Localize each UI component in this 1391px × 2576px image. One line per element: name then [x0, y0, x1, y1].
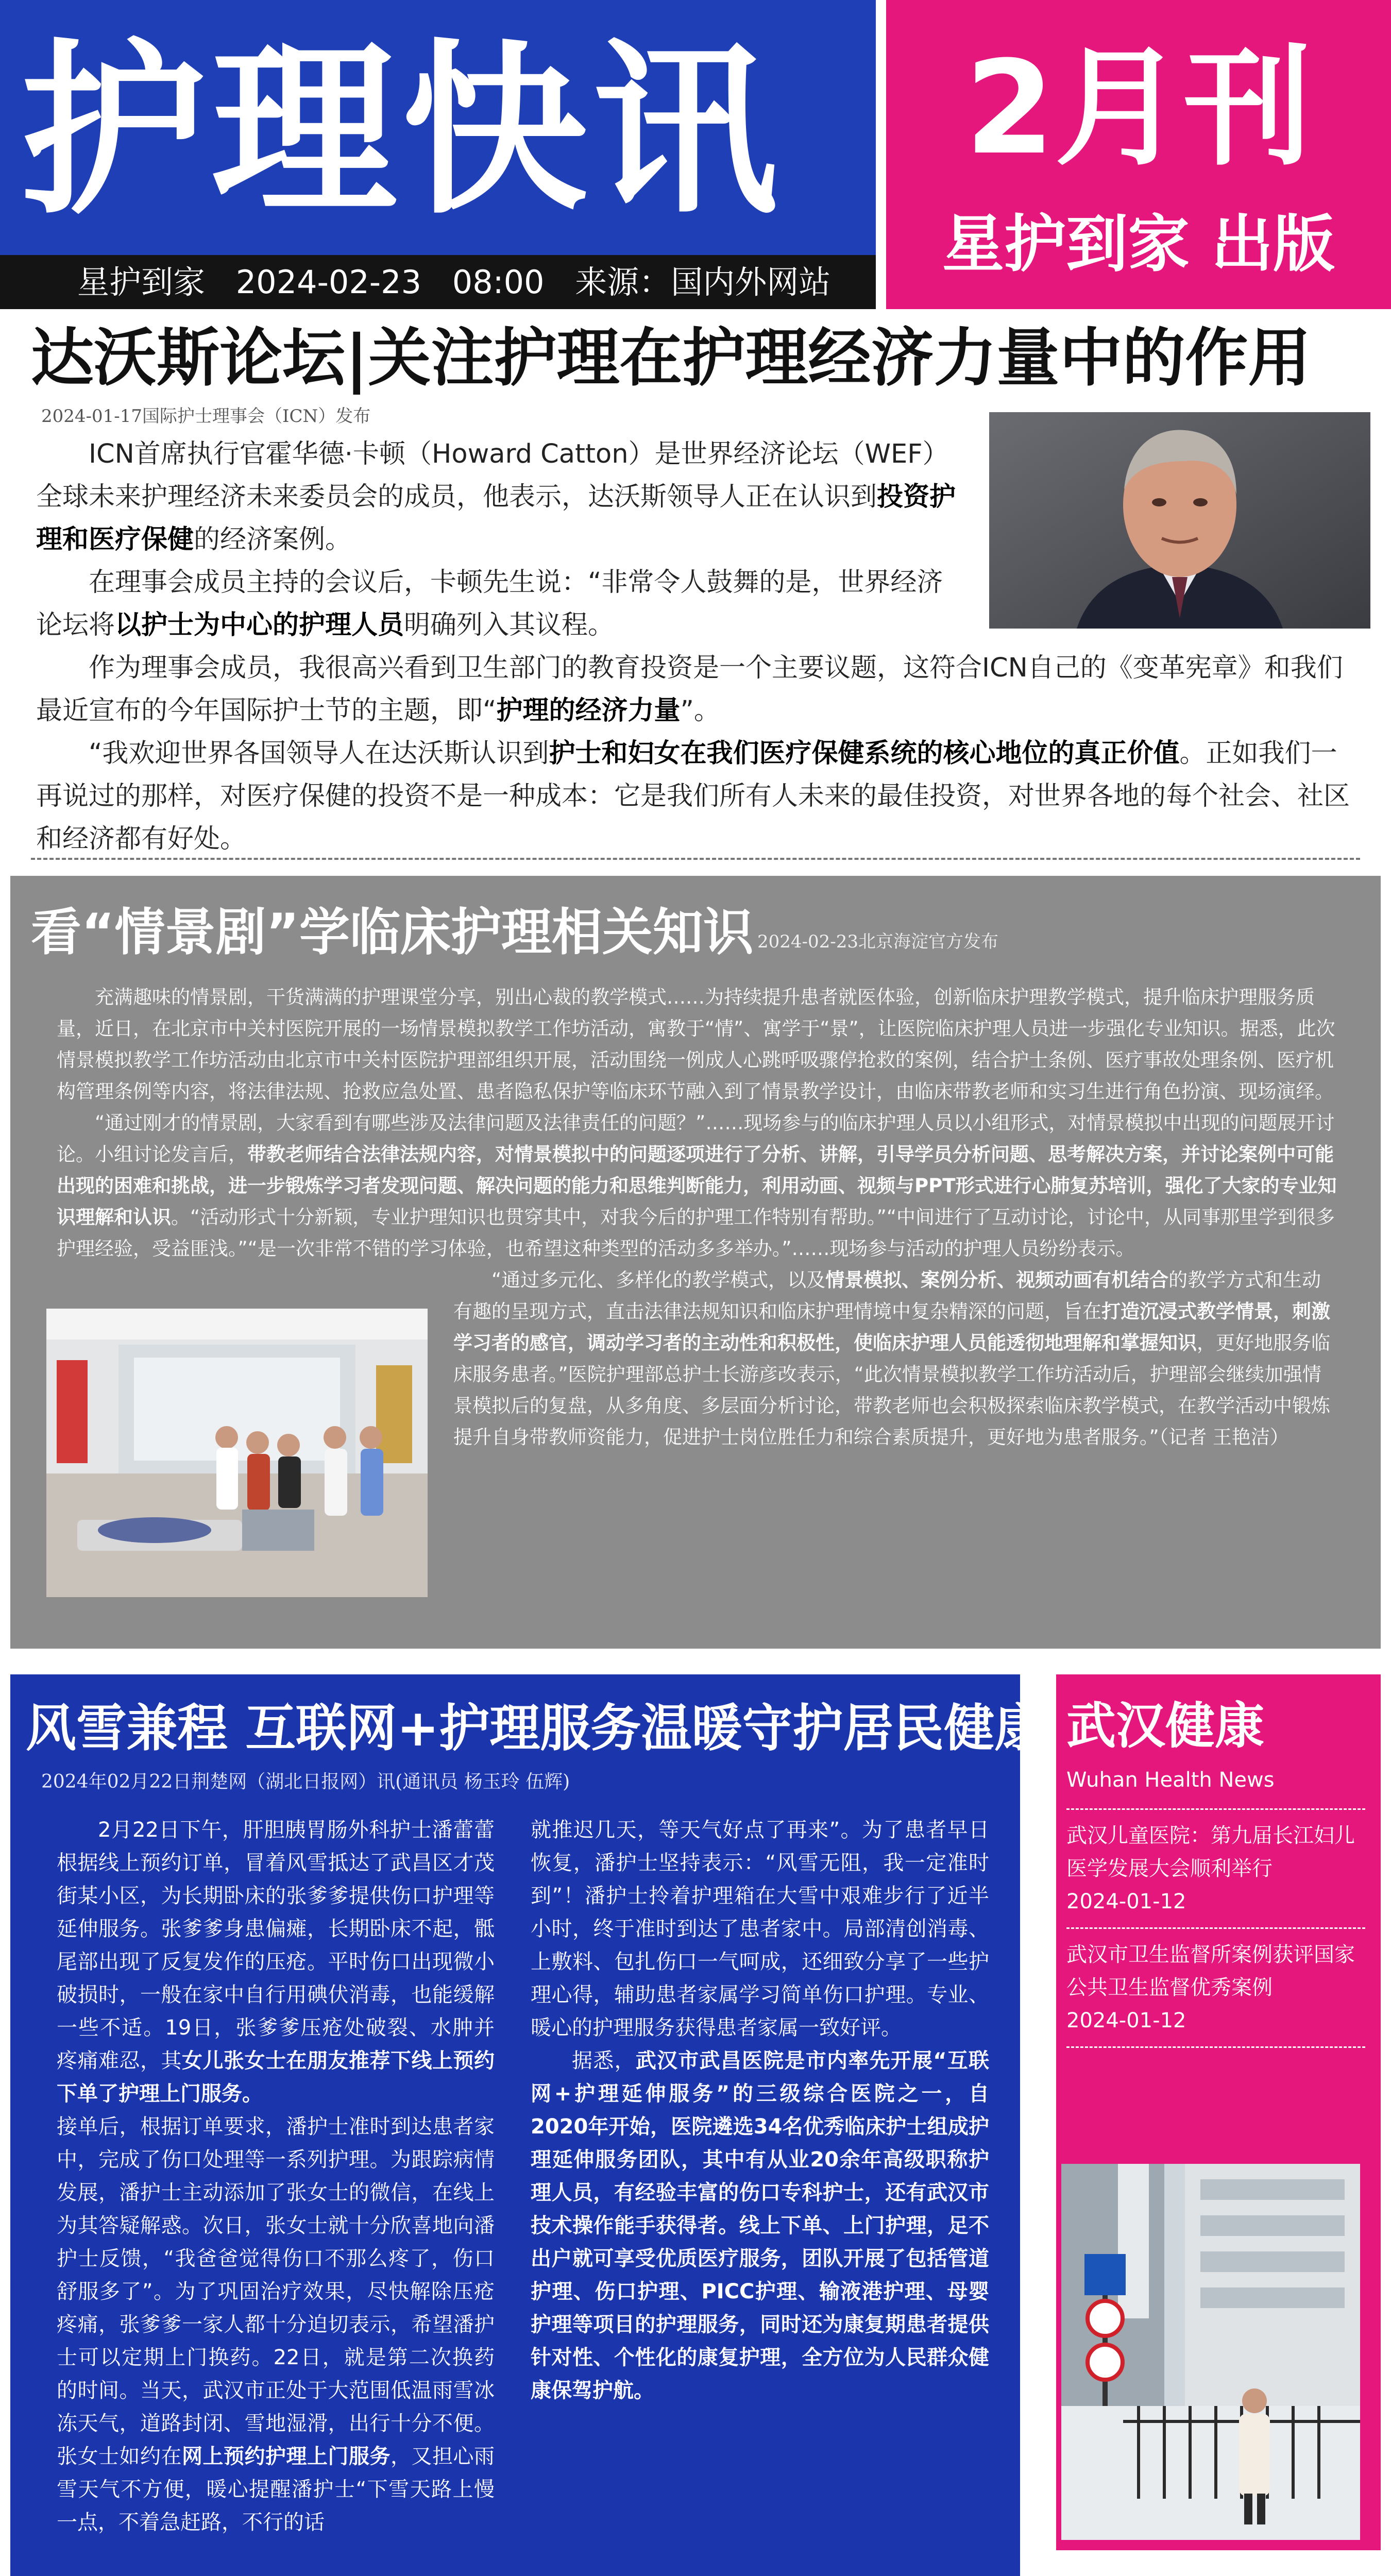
text: 的教学方式和生动有趣的呈现方式，直击法律法规知识和临床护理情境中复杂精深的问题，旨在 [453, 1269, 1321, 1323]
news-item[interactable] [1066, 1808, 1365, 1927]
news-date: 2024-01-12 [1066, 2009, 1186, 2032]
text: ，又担心雨雪天气不方便，暖心提醒潘护士“下雪天路上慢一点，不着急赶路，不行的话 [57, 2445, 495, 2534]
text: 接单后，根据订单要求，潘护士准时到达患者家中，完成了伤口处理等一系列护理。为跟踪病情发展，潘护士主动添加了张女士的微信，在线上为其答疑解惑。次日，张女士就十分欣喜地向潘护士反馈，“我爸爸觉得伤口不那么疼了，伤口舒服多了”。为了巩固治疗效果，尽快解除压疮疼痛，张爹爹一家人都十分迫切表示，希望潘护士可以定期上门换药。22日，就是第二次换药的时间。当天，武汉市正处于大范围低温雨雪冰冻天气，道路封闭、雪地湿滑，出行十分不便。张女士如约在 [57, 2115, 495, 2468]
article1-paragraph [36, 433, 963, 561]
text: 作为理事会成员，我很高兴看到卫生部门的教育投资是一个主要议题，这符合ICN自己的《变革宪章》和我们最近宣布的今年国际护士节的主题，即“ [36, 653, 1343, 726]
article3-paragraph [57, 2110, 495, 2539]
text: ICN首席执行官霍华德·卡顿（Howard Catton）是世界经济论坛（WEF）全球未来护理经济未来委员会的成员，他表示，达沃斯领导人正在认识到 [36, 439, 949, 512]
article1-body [36, 433, 1360, 860]
text: 。“活动形式十分新颖，专业护理知识也贯穿其中，对我今后的护理工作特别有帮助。”“中间进行了互动讨论，讨论中，从同事那里学到很多护理经验，受益匪浅。”“是一次非常不错的学习体验，也希望这种类型的活动多多举办。”……现场参与活动的护理人员纷纷表示。 [57, 1206, 1335, 1260]
text: 在理事会成员主持的会议后，卡顿先生说：“非常令人鼓舞的是，世界经济论坛将 [36, 567, 943, 640]
issue-label: 2月刊 [965, 33, 1312, 183]
text: 2月22日下午，肝胆胰胃肠外科护士潘蕾蕾根据线上预约订单，冒着风雪抵达了武昌区才茂街某小区，为长期卧床的张爹爹提供伤口护理等延伸服务。张爹爹身患偏瘫，长期卧床不起，骶尾部出现了反复发作的压疮。平时伤口出现微小破损时，一般在家中自行用碘伏消毒，也能缓解一些不适。19日，张爹爹压疮处破裂、水肿并疼痛难忍，其 [57, 1818, 495, 2073]
section-divider [31, 858, 1360, 860]
article3-source: 2024年02月22日荆楚网（湖北日报网）讯(通讯员 杨玉玲 伍辉) [41, 1771, 570, 1792]
highlight: 武汉市武昌医院是市内率先开展“互联网+护理延伸服务”的三级综合医院之一，自2020年开始，医院遴选34名优秀临床护士组成护理延伸服务团队，其中有从业20余年高级职称护理人员，有经验丰富的伤口专科护士，还有武汉市技术操作能手获得者。线上下单、上门护理，足不出户就可享受优质医疗服务，团队开展了包括管道护理、伤口护理、PICC护理、输液港护理、母婴护理等项目的护理服务，同时还为康复期患者提供针对性、个性化的康复护理，全方位为人民群众健康保驾护航。 [531, 2049, 989, 2402]
text: 明确列入其议程。 [404, 610, 615, 640]
highlight: 护理的经济力量 [496, 696, 681, 726]
article2-body [57, 981, 1339, 1453]
article2-paragraph [57, 981, 1339, 1107]
highlight: 投资护理和医疗保健 [36, 482, 956, 555]
sidebar-title: 武汉健康 [1066, 1697, 1264, 1755]
text: “通过多元化、多样化的教学模式，以及 [491, 1269, 826, 1291]
article3-paragraph [531, 1814, 989, 2044]
masthead-title: 护理快讯 [21, 23, 783, 239]
news-date: 2024-01-12 [1066, 1890, 1186, 1913]
highlight: 女儿张女士在朋友推荐下线上预约下单了护理上门服务。 [57, 2049, 495, 2106]
publisher-label: 星护到家 出版 [942, 209, 1335, 280]
article1-paragraph [36, 647, 1360, 732]
meta-date: 2024-02-23 [235, 263, 422, 301]
article1-paragraph [36, 732, 1360, 860]
text: ，更好地服务临床服务患者。”医院护理部总护士长游彦改表示，“此次情景模拟教学工作坊活动后，护理部会继续加强情景模拟后的复盘，从多角度、多层面分析讨论，带教老师也会积极探索临床教学模式，在教学活动中锻炼提升自身带教师资能力，促进护士岗位胜任力和综合素质提升，更好地为患者服务。”（记者 王艳洁） [453, 1332, 1330, 1448]
article3-column-right [531, 1814, 989, 2407]
text: “我欢迎世界各国领导人在达沃斯认识到 [89, 738, 549, 769]
highlight: 以护士为中心的护理人员 [115, 610, 404, 640]
meta-brand: 星护到家 [77, 263, 206, 301]
highlight: 网上预约护理上门服务 [182, 2445, 391, 2468]
masthead-meta-bar [0, 255, 876, 309]
issue-panel [886, 0, 1391, 309]
meta-time: 08:00 [452, 263, 545, 301]
article1-title: 达沃斯论坛|关注护理在护理经济力量中的作用 [31, 321, 1311, 395]
article2-title: 看“情景剧”学临床护理相关知识 [31, 903, 754, 962]
article2-paragraph [57, 1264, 1339, 1453]
text: 。正如我们一再说过的那样，对医疗保健的投资不是一种成本：它是我们所有人未来的最佳投资，对世界各地的每个社会、社区和经济都有好处。 [36, 738, 1350, 854]
article3-title: 风雪兼程 互联网+护理服务温暖守护居民健康 [26, 1699, 1045, 1758]
sidebar-subtitle: Wuhan Health News [1066, 1768, 1275, 1792]
article3-paragraph [57, 1814, 495, 2110]
article2-source: 2024-02-23北京海淀官方发布 [757, 931, 999, 952]
street-photo [1061, 2164, 1360, 2540]
news-title: 武汉市卫生监督所案例获评国家公共卫生监督优秀案例 [1066, 1943, 1355, 1999]
sidebar-news-list [1066, 1808, 1365, 2048]
text: 的经济案例。 [194, 524, 352, 555]
article3-paragraph [531, 2044, 989, 2407]
article1-paragraph [36, 561, 963, 647]
text: ”。 [680, 696, 720, 726]
article1-source: 2024-01-17国际护士理事会（ICN）发布 [41, 406, 371, 427]
highlight: 护士和妇女在我们医疗保健系统的核心地位的真正价值 [549, 738, 1180, 769]
text: 充满趣味的情景剧，干货满满的护理课堂分享，别出心裁的教学模式……为持续提升患者就医体验，创新临床护理教学模式，提升临床护理服务质量，近日，在北京市中关村医院开展的一场情景模拟教学工作坊活动，寓教于“情”、寓学于“景”，让医院临床护理人员进一步强化专业知识。据悉，此次情景模拟教学工作坊活动由北京市中关村医院护理部组织开展，活动围绕一例成人心跳呼吸骤停抢救的案例，结合护士条例、医疗事故处理条例、医疗机构管理条例等内容，将法律法规、抢救应急处置、患者隐私保护等临床环节融入到了情景教学设计，由临床带教老师和实习生进行角色扮演、现场演绎。 [57, 986, 1335, 1103]
highlight: 带教老师结合法律法规内容，对情景模拟中的问题逐项进行了分析、讲解，引导学员分析问题、思考解决方案，并讨论案例中可能出现的困难和挑战，进一步锻炼学习者发现问题、解决问题的能力和思维判断能力，利用动画、视频与PPT形式进行心肺复苏培训，强化了大家的专业知识理解和认识 [57, 1143, 1337, 1228]
news-title: 武汉儿童医院：第九届长江妇儿医学发展大会顺利举行 [1066, 1824, 1355, 1880]
article2-paragraph [57, 1107, 1339, 1264]
highlight: 打造沉浸式教学情景，刺激学习者的感官，调动学习者的主动性和积极性，使临床护理人员能透彻地理解和掌握知识 [453, 1300, 1330, 1354]
text: 据悉， [572, 2049, 636, 2073]
text: “通过刚才的情景剧，大家看到有哪些涉及法律问题及法律责任的问题？”……现场参与的临床护理人员以小组形式，对情景模拟中出现的问题展开讨论。小组讨论发言后， [57, 1112, 1335, 1165]
meta-source: 来源：国内外网站 [575, 263, 831, 301]
article3-column-left [57, 1814, 495, 2539]
text: 就推迟几天，等天气好点了再来”。为了患者早日恢复，潘护士坚持表示：“风雪无阻，我一定准时到”！潘护士拎着护理箱在大雪中艰难步行了近半小时，终于准时到达了患者家中。局部清创消毒、上敷料、包扎伤口一气呵成，还细致分享了一些护理心得，辅助患者家属学习简单伤口护理。专业、暖心的护理服务获得患者家属一致好评。 [531, 1818, 989, 2040]
news-item[interactable] [1066, 1927, 1365, 2048]
highlight: 情景模拟、案例分析、视频动画有机结合 [825, 1269, 1169, 1291]
